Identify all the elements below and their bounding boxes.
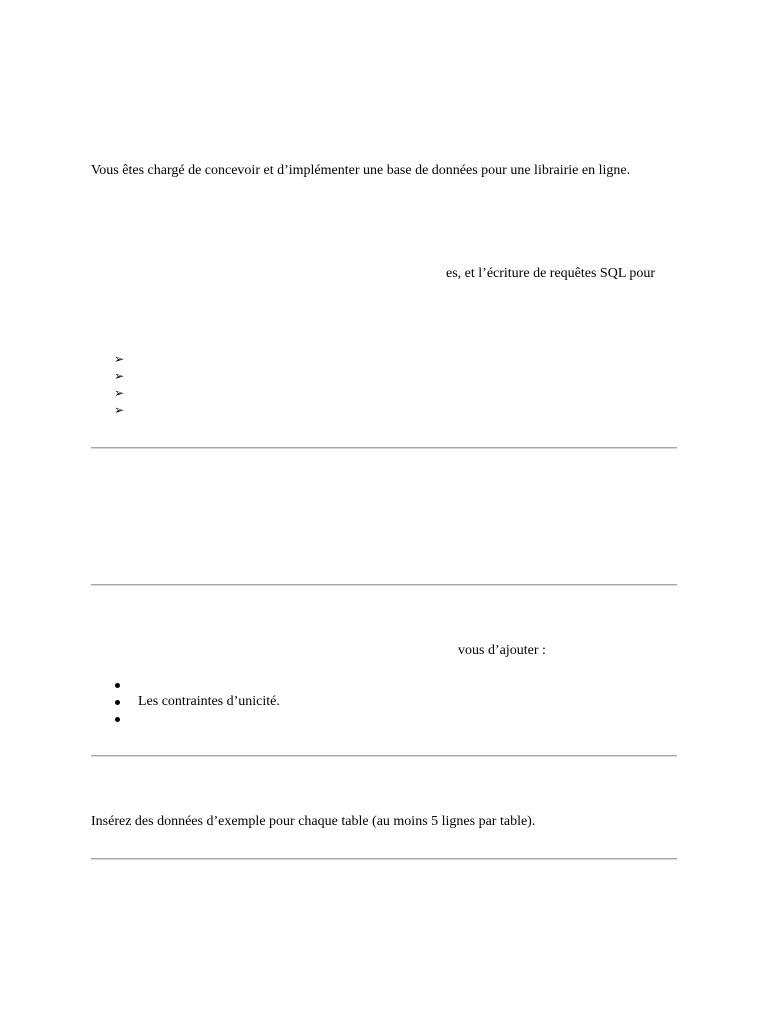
section-divider: [91, 584, 677, 586]
list-item: Les contraintes d’unicité.: [138, 694, 280, 709]
bullet-dot-icon: [115, 717, 120, 722]
section-divider: [91, 447, 677, 449]
constraints-text-fragment: vous d’ajouter :: [458, 643, 546, 658]
arrow-bullet-icon: ➢: [114, 403, 125, 417]
bullet-dot-icon: [115, 700, 120, 705]
section-divider: [91, 858, 677, 860]
arrow-bullet-icon: ➢: [114, 352, 125, 366]
arrow-bullet-icon: ➢: [114, 386, 125, 400]
objective-text-fragment: es, et l’écriture de requêtes SQL pour: [446, 266, 656, 281]
bullet-dot-icon: [115, 683, 120, 688]
arrow-bullet-icon: ➢: [114, 369, 125, 383]
section-divider: [91, 755, 677, 757]
intro-paragraph: Vous êtes chargé de concevoir et d’implémenter une base de données pour une librairie en ligne.: [91, 163, 631, 178]
sample-data-paragraph: Insérez des données d’exemple pour chaque table (au moins 5 lignes par table).: [91, 814, 536, 829]
